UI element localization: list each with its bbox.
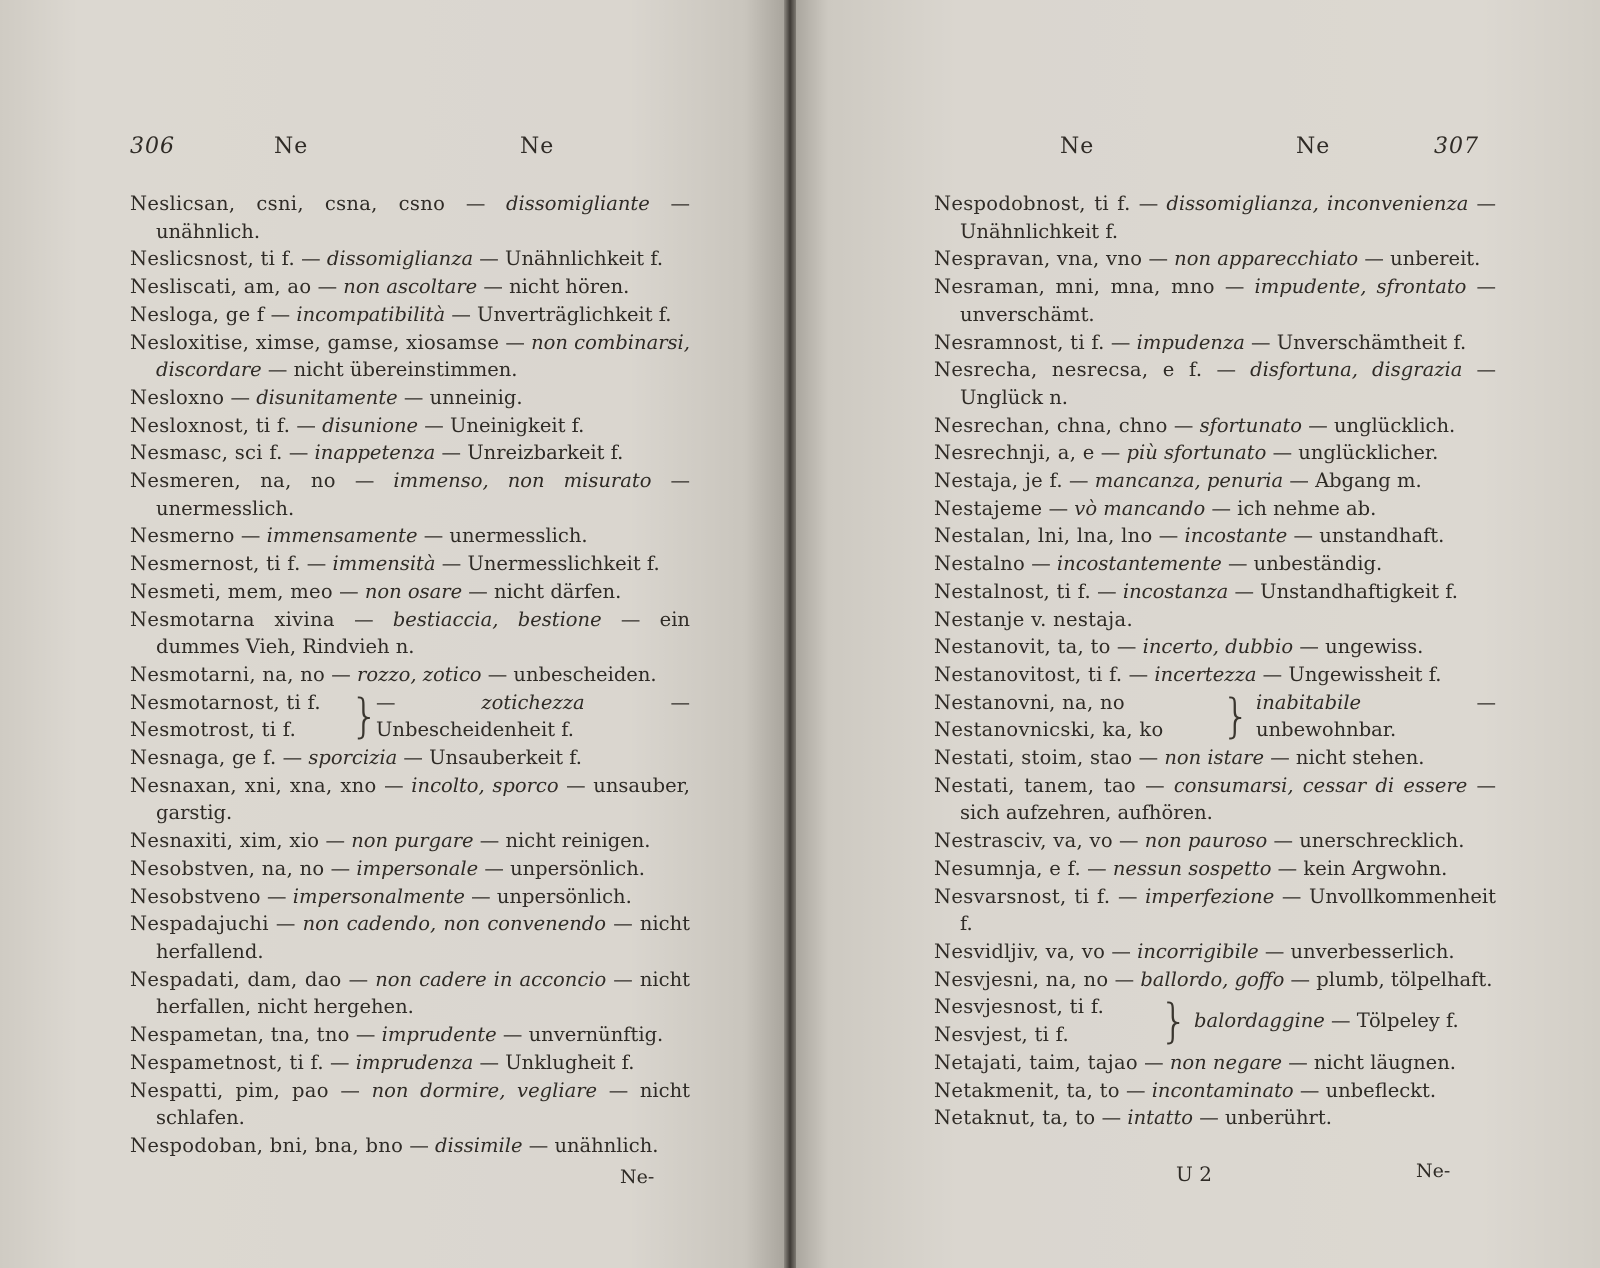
dictionary-entry: Nestalno — incostantemente — unbeständig. xyxy=(934,552,1383,576)
italian-gloss: sfortunato xyxy=(1199,413,1303,437)
headword: Nesumnja, e f. xyxy=(934,856,1081,880)
german-gloss: ein dummes Vieh, Rindvieh n. xyxy=(156,607,690,659)
german-gloss: unberührt. xyxy=(1224,1106,1332,1130)
dictionary-entry: Nesobstveno — impersonalmente — unpersönlich. xyxy=(130,884,632,908)
headword: Nesnaxiti, xim, xio xyxy=(130,829,320,853)
headword: Nestati, tanem, tao xyxy=(934,773,1136,797)
dictionary-entry: Nesrecha, nesrecsa, e f. — disfortuna, disgrazia — Unglück n. xyxy=(934,358,1496,409)
dictionary-entry: Nesmerno — immensamente — unermesslich. xyxy=(130,524,588,548)
german-gloss: Unähnlichkeit f. xyxy=(960,219,1119,243)
italian-gloss: disunitamente xyxy=(256,385,398,409)
headword: Nespadajuchi xyxy=(130,912,269,936)
dictionary-entry: Nestrasciv, va, vo — non pauroso — unerschrecklich. xyxy=(934,829,1465,853)
headword: Nesrechnji, a, e xyxy=(934,441,1095,465)
german-gloss: unpersönlich. xyxy=(496,884,632,908)
italian-gloss: imprudente xyxy=(381,1023,497,1047)
catchword: Ne- xyxy=(620,1166,655,1188)
german-gloss: Unstandhaftigkeit f. xyxy=(1260,579,1458,603)
dictionary-entry: Nesvidljiv, va, vo — incorrigibile — unverbesserlich. xyxy=(934,939,1455,963)
definition: inabitabile — unbewohnbar. xyxy=(1256,690,1496,742)
headword: Nesmernost, ti f. xyxy=(130,552,301,576)
italian-gloss: inappetenza xyxy=(314,441,436,465)
dictionary-entries xyxy=(934,190,1496,1132)
italian-gloss: rozzo, zotico xyxy=(357,662,482,686)
headword: Nespodobnost, ti f. xyxy=(934,192,1131,215)
book-gutter xyxy=(784,0,796,1268)
dictionary-entry: Nesvarsnost, ti f. — imperfezione — Unvollkommenheit f. xyxy=(934,884,1496,936)
headword: Nesvidljiv, va, vo xyxy=(934,939,1106,963)
dictionary-entry: Nesnaxan, xni, xna, xno — incolto, sporco — unsauber, garstig. xyxy=(130,773,691,825)
dictionary-entry: Nestalnost, ti f. — incostanza — Unstandhaftigkeit f. xyxy=(934,579,1458,603)
dictionary-entry: Nesnaxiti, xim, xio — non purgare — nicht reinigen. xyxy=(130,829,651,853)
headword: Nestaja, je f. xyxy=(934,469,1063,493)
catchword: Ne- xyxy=(1416,1160,1451,1182)
dictionary-entry: Nestaja, je f. — mancanza, penuria — Abgang m. xyxy=(934,469,1422,493)
dictionary-entries xyxy=(130,190,690,1160)
german-gloss: unvernünftig. xyxy=(528,1023,664,1047)
italian-gloss: nessun sospetto xyxy=(1112,856,1272,880)
italian-gloss: non combinarsi, discordare xyxy=(156,330,690,382)
german-gloss: nicht hören. xyxy=(509,275,630,299)
headword: Neslicsan, csni, csna, csno xyxy=(130,192,446,215)
german-gloss: unglücklicher. xyxy=(1298,441,1439,465)
italian-gloss: dissimile xyxy=(435,1133,523,1157)
german-gloss: Unklugheit f. xyxy=(505,1050,635,1074)
german-gloss: unbereit. xyxy=(1390,247,1481,271)
headword: Nesloxitise, ximse, gamse, xiosamse xyxy=(130,330,500,354)
german-gloss: Unähnlichkeit f. xyxy=(505,247,664,271)
bracket-brace: } xyxy=(1221,689,1251,744)
headword: Nestajeme xyxy=(934,496,1043,520)
page-number: 307 xyxy=(1434,134,1479,159)
dictionary-entry: Nesmernost, ti f. — immensità — Unermesslichkeit f. xyxy=(130,552,660,576)
italian-gloss: non dormire, vegliare xyxy=(371,1078,598,1102)
dictionary-entry: Nespadajuchi — non cadendo, non convenendo — nicht herfallend. xyxy=(130,912,690,963)
headword: Nesramnost, ti f. xyxy=(934,330,1105,354)
headword: Nestalan, lni, lna, lno xyxy=(934,524,1153,548)
dictionary-entry: Nesramnost, ti f. — impudenza — Unverschämtheit f. xyxy=(934,330,1467,354)
german-gloss: unverbesserlich. xyxy=(1290,939,1455,963)
headword: Nesmasc, sci f. xyxy=(130,441,283,465)
italian-gloss: sporcizia xyxy=(308,746,398,770)
german-gloss: ungewiss. xyxy=(1325,635,1424,659)
signature-mark: U 2 xyxy=(1176,1162,1212,1186)
german-gloss: plumb, tölpelhaft. xyxy=(1316,967,1493,991)
dictionary-entry: Nespodoban, bni, bna, bno — dissimile — unähnlich. xyxy=(130,1133,659,1157)
definition: balordaggine — Tölpeley f. xyxy=(1194,1009,1459,1033)
german-gloss: nicht därfen. xyxy=(494,579,622,603)
header-guide-right: Ne xyxy=(1296,134,1331,159)
headword: Nesmotarnost, ti f. xyxy=(130,690,321,714)
dictionary-entry: Nestanovitost, ti f. — incertezza — Ungewissheit f. xyxy=(934,662,1442,686)
dictionary-entry: Nesloga, ge f — incompatibilità — Unverträglichkeit f. xyxy=(130,302,672,326)
dictionary-entry xyxy=(934,606,1496,634)
headword: Nesvjesni, na, no xyxy=(934,967,1109,991)
bracket-brace: } xyxy=(1159,994,1189,1049)
german-gloss: Unverträglichkeit f. xyxy=(477,302,672,326)
italian-gloss: immenso, non misurato xyxy=(393,469,652,493)
italian-gloss: incertezza xyxy=(1154,662,1257,686)
headword: Nesvjesnost, ti f. xyxy=(934,995,1105,1019)
italian-gloss: incostantemente xyxy=(1056,552,1222,576)
dictionary-entry: Nesmotarni, na, no — rozzo, zotico — unbescheiden. xyxy=(130,662,657,686)
german-gloss: unbescheiden. xyxy=(513,662,657,686)
italian-gloss: non purgare xyxy=(351,829,474,853)
bracket-entry-group xyxy=(130,689,690,744)
header-guide-left: Ne xyxy=(1060,134,1095,159)
dictionary-entry: Nespodobnost, ti f. — dissomiglianza, inconvenienza — Unähnlichkeit f. xyxy=(934,192,1496,243)
italian-gloss: impudente, sfrontato xyxy=(1254,275,1467,299)
italian-gloss: non pauroso xyxy=(1144,829,1268,853)
dictionary-entry: Nestati, stoim, stao — non istare — nicht stehen. xyxy=(934,746,1425,770)
german-gloss: nicht läugnen. xyxy=(1313,1050,1456,1074)
german-gloss: Unermesslichkeit f. xyxy=(467,552,660,576)
definition: — zotichezza — Unbescheidenheit f. xyxy=(376,690,690,742)
page-number: 306 xyxy=(130,134,175,159)
headword: Nesmeren, na, no xyxy=(130,469,336,493)
headword: Nespametan, tna, tno xyxy=(130,1023,350,1047)
german-gloss: nicht stehen. xyxy=(1295,746,1425,770)
headword: Nesobstven, na, no xyxy=(130,856,325,880)
italian-gloss: impersonalmente xyxy=(292,884,465,908)
german-gloss: Unverschämtheit f. xyxy=(1276,330,1467,354)
dictionary-entry: Nesobstven, na, no — impersonale — unpersönlich. xyxy=(130,856,645,880)
german-gloss: Unbescheidenheit f. xyxy=(376,718,574,742)
dictionary-entry: Neslicsnost, ti f. — dissomiglianza — Unähnlichkeit f. xyxy=(130,247,664,271)
page-header xyxy=(934,134,1494,170)
german-gloss: sich aufzehren, aufhören. xyxy=(960,801,1213,825)
german-gloss: nicht übereinstimmen. xyxy=(293,358,518,382)
german-gloss: unneinig. xyxy=(429,385,523,409)
italian-gloss: incostanza xyxy=(1122,579,1229,603)
german-gloss: unpersönlich. xyxy=(510,856,645,880)
italian-gloss: incolto, sporco xyxy=(411,773,559,797)
italian-gloss: ballordo, goffo xyxy=(1140,967,1285,991)
header-guide-left: Ne xyxy=(274,134,309,159)
headword: Nesmerno xyxy=(130,524,235,548)
italian-gloss: immensamente xyxy=(266,524,418,548)
headword: Nesnaga, ge f. xyxy=(130,746,277,770)
headword: Nesobstveno xyxy=(130,884,261,908)
german-gloss: nicht reinigen. xyxy=(505,829,651,853)
dictionary-entry: Nestajeme — vò mancando — ich nehme ab. xyxy=(934,496,1377,520)
german-gloss: unähnlich. xyxy=(554,1133,659,1157)
headword: Nesmotarni, na, no xyxy=(130,662,326,686)
dictionary-entry: Nesloxnost, ti f. — disunione — Uneinigkeit f. xyxy=(130,413,585,437)
dictionary-entry: Nesvjesni, na, no — ballordo, goffo — plumb, tölpelhaft. xyxy=(934,967,1493,991)
headword: Nestalnost, ti f. xyxy=(934,579,1091,603)
german-gloss: unverschämt. xyxy=(960,302,1095,326)
headword: Nesloxnost, ti f. xyxy=(130,413,291,437)
german-gloss: unähnlich. xyxy=(156,219,261,243)
german-gloss: Ungewissheit f. xyxy=(1288,662,1442,686)
dictionary-entry: Nesraman, mni, mna, mno — impudente, sfrontato — unverschämt. xyxy=(934,275,1496,326)
left-page xyxy=(0,0,784,1268)
german-gloss: Unreizbarkeit f. xyxy=(467,441,624,465)
german-gloss: unermesslich. xyxy=(156,496,295,520)
german-gloss: unbeständig. xyxy=(1253,552,1383,576)
page-header xyxy=(130,134,690,170)
italian-gloss: incerto, dubbio xyxy=(1142,635,1294,659)
headword: Nesrechan, chna, chno xyxy=(934,413,1168,437)
italian-gloss: immensità xyxy=(332,552,436,576)
italian-gloss: non negare xyxy=(1169,1050,1282,1074)
dictionary-entry: Neslicsan, csni, csna, csno — dissomigliante — unähnlich. xyxy=(130,192,690,243)
italian-gloss: imprudenza xyxy=(355,1050,474,1074)
german-gloss: unglücklich. xyxy=(1333,413,1456,437)
italian-gloss: imperfezione xyxy=(1145,884,1275,908)
headword: Nesraman, mni, mna, mno xyxy=(934,275,1215,299)
dictionary-entry: Nesnaga, ge f. — sporcizia — Unsauberkeit f. xyxy=(130,746,583,770)
dictionary-entry: Nespatti, pim, pao — non dormire, vegliare — nicht schlafen. xyxy=(130,1078,690,1130)
dictionary-entry: Nespravan, vna, vno — non apparecchiato — unbereit. xyxy=(934,247,1481,271)
italian-gloss: non apparecchiato xyxy=(1174,247,1359,271)
bracket-entry-group xyxy=(934,993,1496,1048)
italian-gloss: incompatibilità xyxy=(296,302,446,326)
headword: Nestanovni, na, no xyxy=(934,690,1125,714)
italian-gloss: non osare xyxy=(364,579,463,603)
german-gloss: Uneinigkeit f. xyxy=(449,413,585,437)
italian-gloss: zotichezza xyxy=(481,690,585,714)
dictionary-entry: Nestanovit, ta, to — incerto, dubbio — ungewiss. xyxy=(934,635,1424,659)
headword: Nesrecha, nesrecsa, e f. xyxy=(934,358,1203,382)
headword: Nestanje v. nestaja. xyxy=(934,607,1133,631)
italian-gloss: più sfortunato xyxy=(1126,441,1267,465)
headword: Nesmotrost, ti f. xyxy=(130,718,297,742)
headword: Nesnaxan, xni, xna, xno xyxy=(130,773,377,797)
headword: Netakmenit, ta, to xyxy=(934,1078,1120,1102)
headword: Nesloxno xyxy=(130,385,225,409)
headword: Nestrasciv, va, vo xyxy=(934,829,1113,853)
italian-gloss: inabitabile xyxy=(1256,690,1362,714)
dictionary-entry: Netakmenit, ta, to — incontaminato — unbefleckt. xyxy=(934,1078,1437,1102)
italian-gloss: dissomiglianza xyxy=(326,247,474,271)
italian-gloss: non cadendo, non convenendo xyxy=(302,912,607,936)
italian-gloss: impersonale xyxy=(356,856,479,880)
german-gloss: unerschrecklich. xyxy=(1299,829,1465,853)
italian-gloss: dissomiglianza, inconvenienza xyxy=(1166,192,1469,215)
headword: Netaknut, ta, to xyxy=(934,1106,1096,1130)
german-gloss: ich nehme ab. xyxy=(1237,496,1377,520)
dictionary-entry: Netajati, taim, tajao — non negare — nicht läugnen. xyxy=(934,1050,1456,1074)
italian-gloss: consumarsi, cessar di essere xyxy=(1173,773,1468,797)
dictionary-entry: Nesumnja, e f. — nessun sospetto — kein Argwohn. xyxy=(934,856,1448,880)
italian-gloss: vò mancando xyxy=(1074,496,1206,520)
headword: Nesmotarna xivina xyxy=(130,607,335,631)
german-gloss: kein Argwohn. xyxy=(1303,856,1448,880)
dictionary-entry: Nespametnost, ti f. — imprudenza — Unklugheit f. xyxy=(130,1050,635,1074)
headword: Nesmeti, mem, meo xyxy=(130,579,333,603)
italian-gloss: disunione xyxy=(322,413,419,437)
dictionary-entry: Nesloxitise, ximse, gamse, xiosamse — non combinarsi, discordare — nicht übereinstimmen. xyxy=(130,330,690,382)
italian-gloss: bestiaccia, bestione xyxy=(392,607,602,631)
dictionary-entry: Nesrechnji, a, e — più sfortunato — unglücklicher. xyxy=(934,441,1439,465)
headword: Nespadati, dam, dao xyxy=(130,967,342,991)
headword: Neslicsnost, ti f. xyxy=(130,247,295,271)
dictionary-entry: Nestati, tanem, tao — consumarsi, cessar di essere — sich aufzehren, aufhören. xyxy=(934,773,1496,825)
headword: Nestati, stoim, stao xyxy=(934,746,1133,770)
dictionary-entry: Nespadati, dam, dao — non cadere in acconcio — nicht herfallen, nicht hergehen. xyxy=(130,967,690,1019)
italian-gloss: dissomigliante xyxy=(506,192,650,215)
headword: Netajati, taim, tajao xyxy=(934,1050,1138,1074)
dictionary-entry: Nespametan, tna, tno — imprudente — unvernünftig. xyxy=(130,1023,664,1047)
dictionary-entry: Nestalan, lni, lna, lno — incostante — unstandhaft. xyxy=(934,524,1445,548)
german-gloss: Tölpeley f. xyxy=(1356,1009,1459,1033)
headword: Nestanovitost, ti f. xyxy=(934,662,1123,686)
german-gloss: Abgang m. xyxy=(1315,469,1422,493)
german-gloss: nicht herfallend. xyxy=(156,912,690,963)
german-gloss: Unsauberkeit f. xyxy=(429,746,583,770)
headword: Nespatti, pim, pao xyxy=(130,1078,329,1102)
italian-gloss: incostante xyxy=(1184,524,1288,548)
right-page xyxy=(796,0,1600,1268)
dictionary-entry: Nesrechan, chna, chno — sfortunato — unglücklich. xyxy=(934,413,1456,437)
german-gloss: nicht schlafen. xyxy=(156,1078,690,1130)
german-gloss: nicht herfallen, nicht hergehen. xyxy=(156,967,690,1019)
header-guide-right: Ne xyxy=(520,134,555,159)
dictionary-entry: Nesliscati, am, ao — non ascoltare — nicht hören. xyxy=(130,275,630,299)
italian-gloss: intatto xyxy=(1127,1106,1194,1130)
italian-gloss: non cadere in acconcio xyxy=(375,967,607,991)
german-gloss: Unglück n. xyxy=(960,385,1068,409)
italian-gloss: incontaminato xyxy=(1151,1078,1294,1102)
dictionary-entry: Nesmasc, sci f. — inappetenza — Unreizbarkeit f. xyxy=(130,441,624,465)
german-gloss: unbefleckt. xyxy=(1325,1078,1437,1102)
headword: Nestalno xyxy=(934,552,1026,576)
italian-gloss: mancanza, penuria xyxy=(1094,469,1284,493)
headword: Nestanovit, ta, to xyxy=(934,635,1111,659)
german-gloss: unstandhaft. xyxy=(1319,524,1445,548)
german-gloss: unermesslich. xyxy=(449,524,588,548)
headword: Nestanovnicski, ka, ko xyxy=(934,718,1164,742)
headword: Nespravan, vna, vno xyxy=(934,247,1143,271)
dictionary-entry: Nesmeti, mem, meo — non osare — nicht därfen. xyxy=(130,579,622,603)
headword: Nesvarsnost, ti f. xyxy=(934,884,1111,908)
german-gloss: unsauber, garstig. xyxy=(156,773,691,825)
headword: Nespodoban, bni, bna, bno xyxy=(130,1133,404,1157)
dictionary-entry: Netaknut, ta, to — intatto — unberührt. xyxy=(934,1106,1332,1130)
dictionary-entry: Nesmotarna xivina — bestiaccia, bestione — ein dummes Vieh, Rindvieh n. xyxy=(130,607,690,659)
headword: Nesliscati, am, ao xyxy=(130,275,312,299)
italian-gloss: impudenza xyxy=(1136,330,1245,354)
italian-gloss: non ascoltare xyxy=(343,275,478,299)
headword: Nesloga, ge f xyxy=(130,302,265,326)
bracket-brace: } xyxy=(350,689,380,744)
headword: Nesvjest, ti f. xyxy=(934,1023,1069,1047)
italian-gloss: non istare xyxy=(1164,746,1264,770)
headword: Nespametnost, ti f. xyxy=(130,1050,324,1074)
italian-gloss: balordaggine xyxy=(1194,1009,1325,1033)
bracket-entry-group xyxy=(934,689,1496,744)
dictionary-entry: Nesmeren, na, no — immenso, non misurato — unermesslich. xyxy=(130,469,690,520)
italian-gloss: incorrigibile xyxy=(1137,939,1259,963)
dictionary-entry: Nesloxno — disunitamente — unneinig. xyxy=(130,385,523,409)
german-gloss: unbewohnbar. xyxy=(1256,718,1397,742)
german-gloss: Unvollkommenheit f. xyxy=(960,884,1496,936)
italian-gloss: disfortuna, disgrazia xyxy=(1250,358,1463,382)
